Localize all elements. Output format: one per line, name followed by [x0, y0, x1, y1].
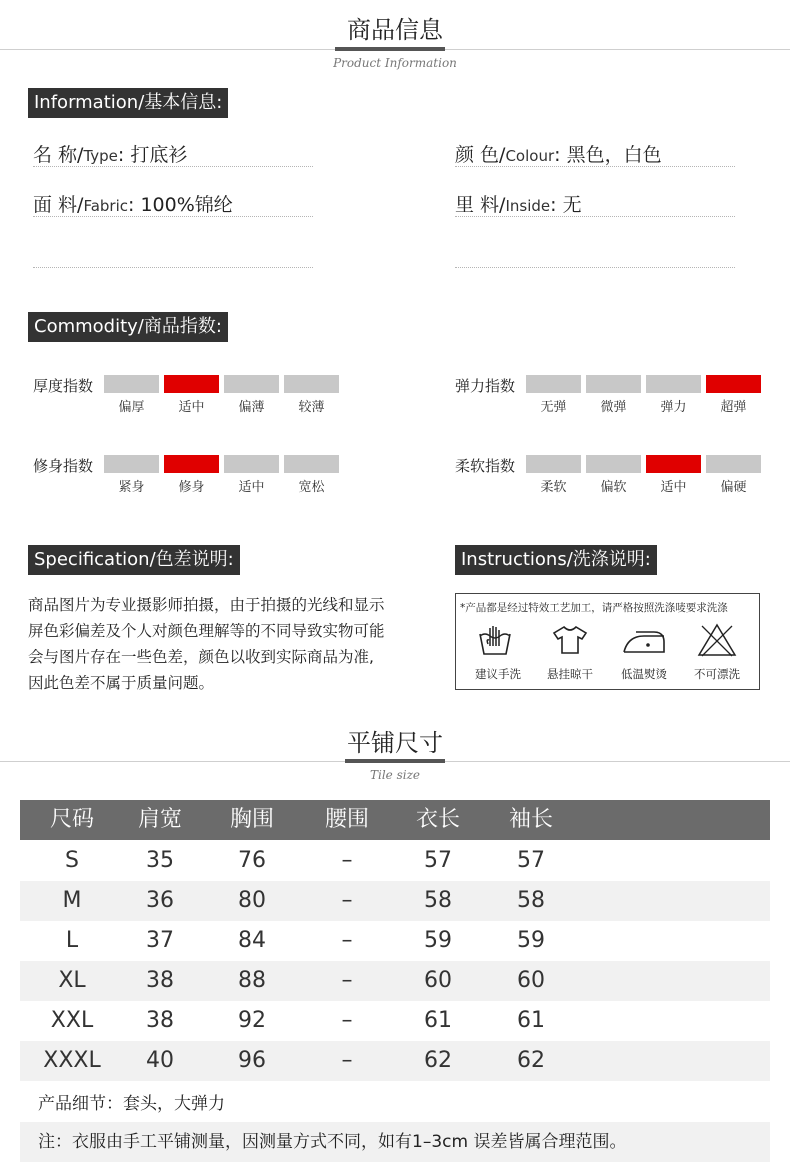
table-row	[20, 881, 770, 921]
scale-block	[586, 375, 641, 393]
cell-shoulder: 35	[146, 848, 174, 873]
info-inside-en: Inside	[505, 197, 551, 215]
cell-shoulder: 38	[146, 968, 174, 993]
section-title-tile-size: 平铺尺寸	[347, 729, 443, 757]
cell-length: 61	[424, 1008, 452, 1033]
index-title: 弹力指数	[455, 377, 516, 395]
table-row	[20, 841, 770, 881]
table-row	[20, 1001, 770, 1041]
info-colour-cn: 颜 色/	[455, 144, 506, 166]
cell-length: 62	[424, 1048, 452, 1073]
scale-block	[284, 455, 339, 473]
care-label-no-bleach: 不可漂洗	[694, 667, 740, 681]
scale-block	[526, 455, 581, 473]
cell-waist: –	[341, 928, 353, 953]
cell-chest: 76	[238, 848, 266, 873]
product-detail-note: 产品细节：套头，大弹力	[38, 1094, 225, 1114]
cell-shoulder: 38	[146, 1008, 174, 1033]
cell-size: XXXL	[43, 1048, 101, 1073]
cell-sleeve: 58	[517, 888, 545, 913]
dotted-divider	[455, 166, 735, 167]
index-title: 修身指数	[33, 457, 94, 475]
cell-length: 57	[424, 848, 452, 873]
header-shoulder: 肩宽	[137, 807, 182, 832]
cell-shoulder: 37	[146, 928, 174, 953]
info-fabric	[33, 190, 233, 217]
dotted-divider	[33, 267, 313, 268]
scale-label: 修身	[178, 480, 205, 495]
header-waist: 腰围	[324, 807, 369, 832]
hand-wash-icon	[476, 624, 514, 656]
scale-block	[646, 375, 701, 393]
measurement-note: 注：衣服由手工平铺测量，因测量方式不同，如有1–3cm 误差皆属合理范围。	[20, 1122, 770, 1162]
instructions-label: Instructions/洗涤说明:	[455, 545, 657, 575]
cell-waist: –	[341, 888, 353, 913]
low-temp-iron-icon	[620, 624, 668, 656]
table-row	[20, 1041, 770, 1081]
cell-size: M	[62, 888, 82, 913]
cell-waist: –	[341, 1008, 353, 1033]
basic-info-label: Information/基本信息:	[28, 88, 228, 118]
section-underline-bar	[345, 759, 445, 763]
cell-length: 59	[424, 928, 452, 953]
cell-chest: 88	[238, 968, 266, 993]
scale-label: 偏厚	[118, 400, 145, 415]
care-label-low-iron: 低温熨烫	[621, 667, 667, 681]
scale-label: 紧身	[118, 480, 145, 495]
scale-label: 较薄	[298, 400, 325, 415]
info-inside-value: : 无	[550, 194, 582, 216]
header-length: 衣长	[415, 807, 460, 832]
index-title: 柔软指数	[455, 457, 516, 475]
scale-block	[526, 375, 581, 393]
hang-dry-icon	[550, 624, 590, 656]
section-subtitle: Tile size	[369, 768, 420, 782]
cell-size: XXL	[50, 1008, 94, 1033]
dotted-divider	[455, 267, 735, 268]
cell-shoulder: 40	[146, 1048, 174, 1073]
cell-sleeve: 62	[517, 1048, 545, 1073]
cell-size: L	[65, 928, 79, 953]
cell-chest: 92	[238, 1008, 266, 1033]
scale-label: 偏薄	[238, 400, 265, 415]
dotted-divider	[455, 216, 735, 217]
info-fabric-en: Fabric	[83, 197, 128, 215]
size-table-header	[20, 800, 770, 840]
color-difference-text: 商品图片为专业摄影师拍摄，由于拍摄的光线和显示屏色彩偏差及个人对颜色理解等的不同导致实物可能会与图片存在一些色差，颜色以收到实际商品为准,因此色差不属于质量问题。	[28, 596, 385, 692]
scale-block-selected	[706, 375, 761, 393]
scale-label: 弹力	[660, 400, 687, 415]
scale-block-selected	[164, 375, 219, 393]
info-inside	[455, 190, 582, 217]
header-chest: 胸围	[229, 807, 274, 832]
info-fabric-value: : 100%锦纶	[128, 194, 233, 216]
dotted-divider	[33, 166, 313, 167]
header-size: 尺码	[49, 807, 94, 832]
cell-chest: 96	[238, 1048, 266, 1073]
cell-shoulder: 36	[146, 888, 174, 913]
scale-label: 偏硬	[720, 480, 747, 495]
scale-label: 适中	[178, 400, 205, 415]
cell-chest: 80	[238, 888, 266, 913]
scale-label: 超弹	[720, 400, 747, 415]
cell-waist: –	[341, 848, 353, 873]
cell-waist: –	[341, 968, 353, 993]
scale-block	[284, 375, 339, 393]
scale-block	[586, 455, 641, 473]
scale-label: 无弹	[540, 400, 567, 415]
cell-waist: –	[341, 1048, 353, 1073]
cell-sleeve: 57	[517, 848, 545, 873]
dotted-divider	[33, 216, 313, 217]
section-underline-bar	[335, 47, 445, 51]
scale-label: 宽松	[298, 480, 325, 495]
care-instructions-box	[455, 593, 760, 690]
scale-label: 偏软	[600, 480, 627, 495]
info-colour-value: : 黑色，白色	[554, 144, 662, 166]
table-row	[20, 921, 770, 961]
scale-block	[104, 375, 159, 393]
care-note: *产品都是经过特效工艺加工，请严格按照洗涤唛要求洗涤	[460, 602, 728, 614]
scale-block	[104, 455, 159, 473]
scale-block-selected	[646, 455, 701, 473]
cell-sleeve: 59	[517, 928, 545, 953]
info-type-cn: 名 称/	[33, 144, 84, 166]
info-fabric-cn: 面 料/	[33, 194, 84, 216]
cell-length: 58	[424, 888, 452, 913]
cell-sleeve: 61	[517, 1008, 545, 1033]
care-label-hang-dry: 悬挂晾干	[547, 667, 593, 681]
commodity-label: Commodity/商品指数:	[28, 312, 228, 342]
cell-sleeve: 60	[517, 968, 545, 993]
cell-length: 60	[424, 968, 452, 993]
care-label-hand-wash: 建议手洗	[475, 667, 521, 681]
cell-chest: 84	[238, 928, 266, 953]
section-title-product-info: 商品信息	[347, 16, 443, 44]
info-type	[33, 140, 187, 167]
section-subtitle: Product Information	[333, 56, 457, 70]
scale-label: 微弹	[600, 400, 627, 415]
info-colour	[455, 140, 662, 167]
scale-label: 适中	[660, 480, 687, 495]
header-sleeve: 袖长	[508, 807, 553, 832]
info-inside-cn: 里 料/	[455, 194, 506, 216]
scale-block	[706, 455, 761, 473]
scale-block	[224, 455, 279, 473]
info-type-en: Type	[83, 147, 118, 165]
cell-size: XL	[58, 968, 86, 993]
scale-block	[224, 375, 279, 393]
cell-size: S	[65, 848, 79, 873]
scale-block-selected	[164, 455, 219, 473]
scale-label: 适中	[238, 480, 265, 495]
info-colour-en: Colour	[505, 147, 555, 165]
no-bleach-icon	[696, 622, 738, 658]
table-row	[20, 961, 770, 1001]
index-title: 厚度指数	[33, 377, 94, 395]
specification-label: Specification/色差说明:	[28, 545, 240, 575]
info-type-value: : 打底衫	[117, 144, 188, 166]
scale-label: 柔软	[540, 480, 567, 495]
